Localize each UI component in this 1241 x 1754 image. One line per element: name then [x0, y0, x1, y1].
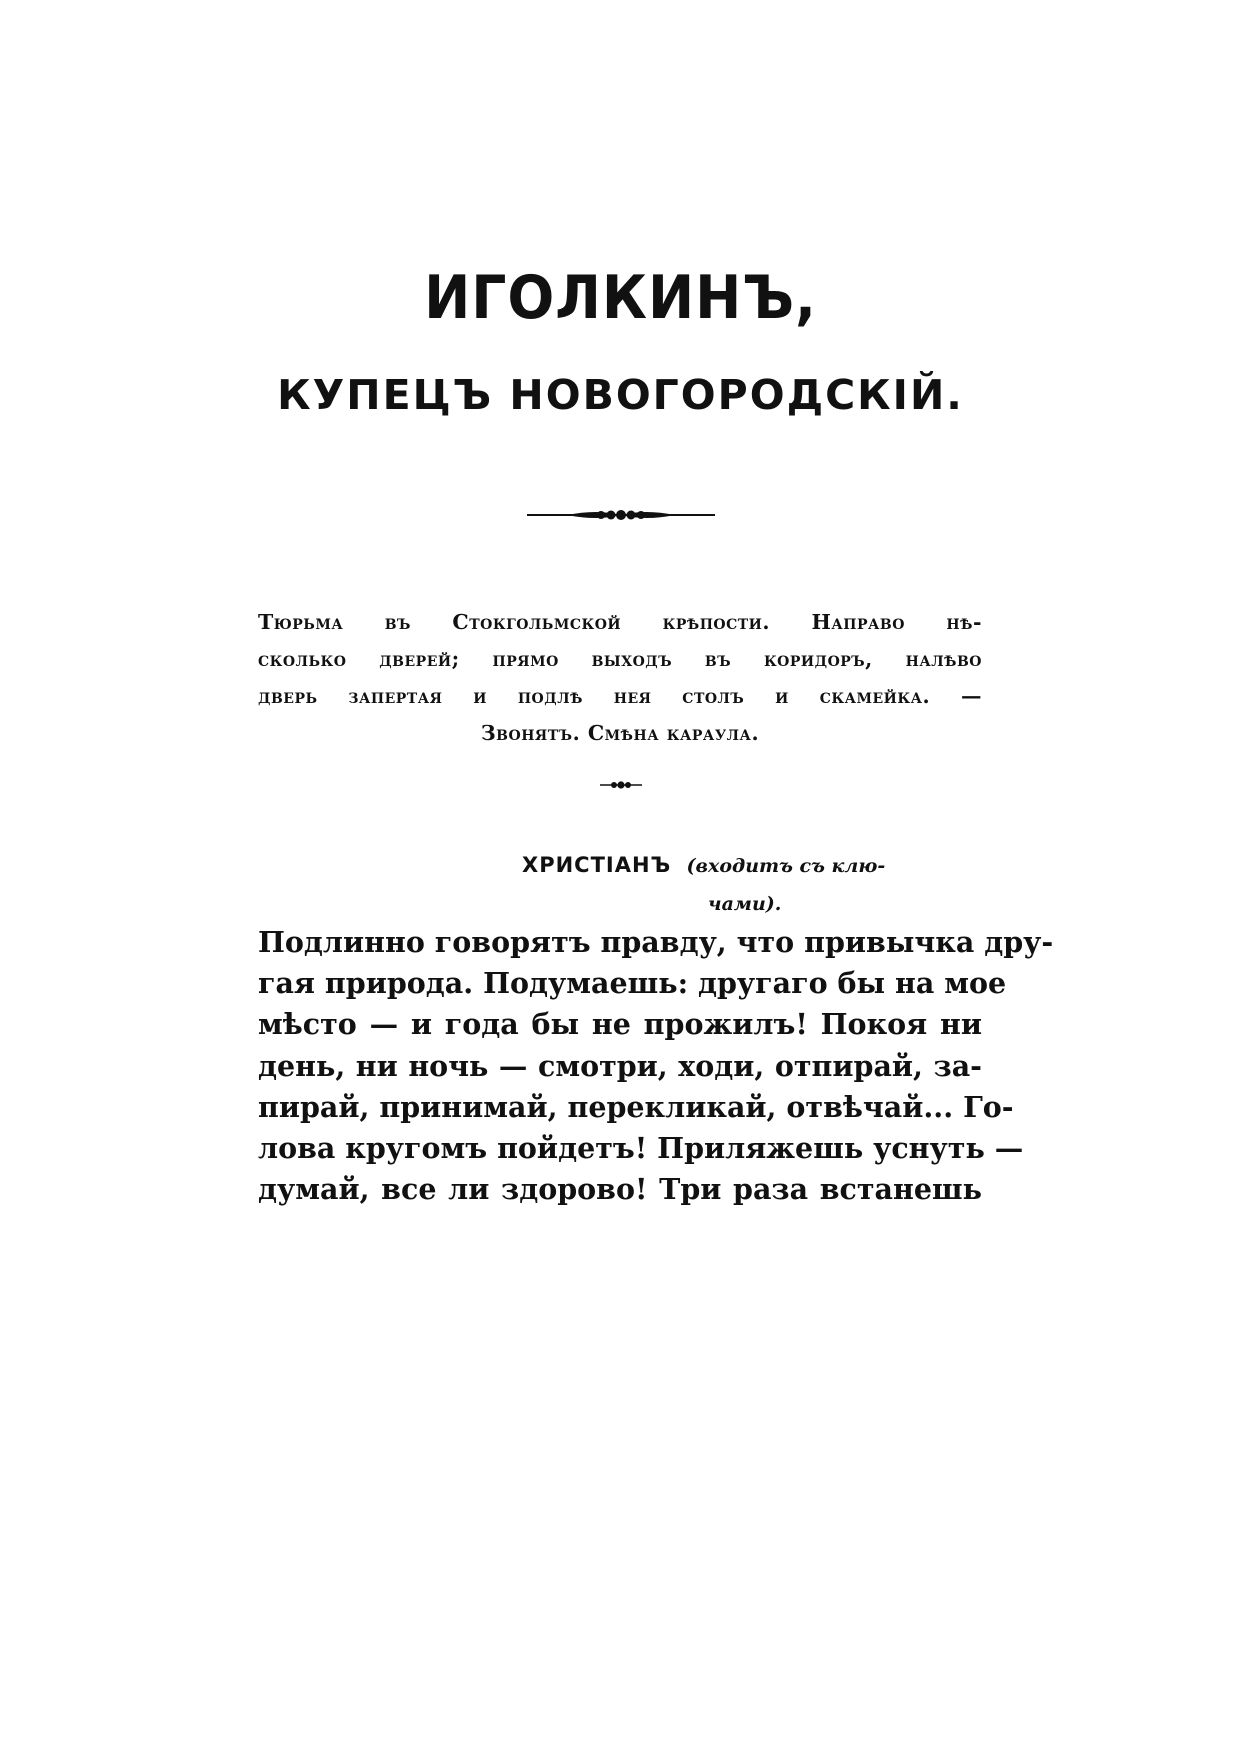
stage-direction: [258, 604, 982, 752]
ornament-small-icon: [600, 779, 642, 791]
speaker-heading: [522, 846, 982, 922]
ornament-divider-icon: [527, 507, 715, 523]
speech-line: день, ни ночь — смотри, ходи, отпирай, за-: [258, 1048, 982, 1083]
stage-direction-line: Звонятъ. Смѣна караула.: [480, 721, 760, 745]
speech-line: мѣсто — и года бы не прожилъ! Покоя ни: [258, 1007, 982, 1042]
speech-line: гая природа. Подумаешь: другаго бы на мое: [258, 966, 1007, 1001]
speaker-name: ХРИСТIАНЪ: [522, 853, 672, 877]
speech-line: Подлинно говорятъ правду, что привычка дру-: [258, 925, 1054, 959]
stage-direction-line: дверь запертая и подлѣ нея столъ и скамейка. —: [258, 684, 982, 708]
speech-text: [258, 922, 1054, 1210]
speaker-direction-continued: чами).: [708, 893, 782, 915]
play-title: ИГОЛКИНЪ,: [424, 263, 817, 333]
stage-direction-line: сколько дверей; прямо выходъ въ коридоръ, налѣво: [258, 647, 982, 671]
play-subtitle: КУПЕЦЪ НОВОГОРОДСКIЙ.: [277, 371, 964, 419]
speech-line: лова кругомъ пойдетъ! Приляжешь уснуть —: [258, 1131, 1024, 1166]
speech-line: пирай, принимай, перекликай, отвѣчай... Го-: [258, 1089, 1014, 1124]
speaker-direction: (входитъ съ клю-: [686, 855, 886, 877]
speech-line: думай, все ли здорово! Три раза встанешь: [258, 1172, 982, 1207]
stage-direction-line: Тюрьма въ Стокгольмской крѣпости. Направо нѣ-: [258, 610, 982, 634]
